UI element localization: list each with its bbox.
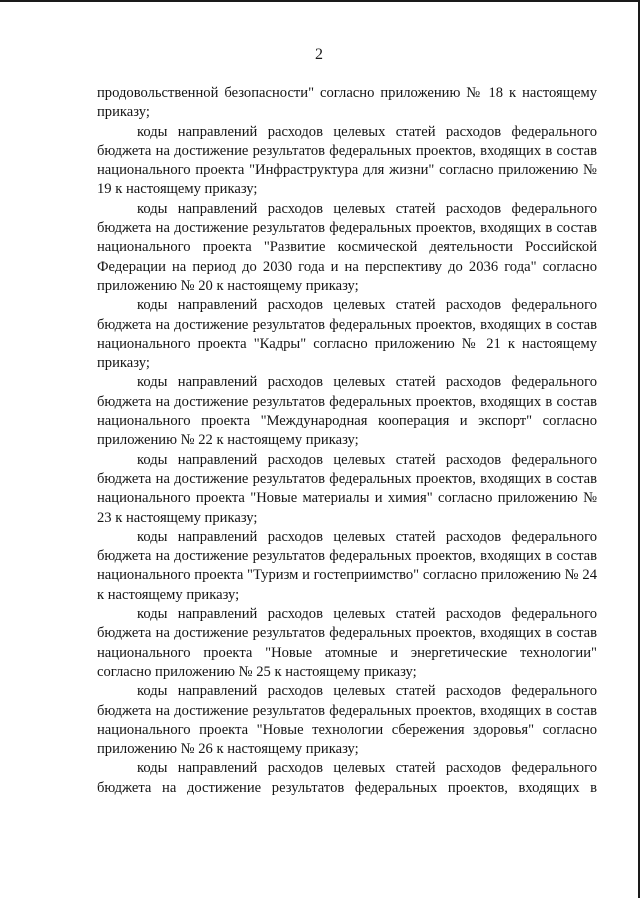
paragraph-appendix-24: коды направлений расходов целевых статей расходов федерального бюджета на достижение результатов федеральных проектов, входящих в состав национального проекта "Туризм и гостеприимство" согласно приложению № 24 к настоящему приказу;: [97, 528, 597, 603]
paragraph-appendix-26: коды направлений расходов целевых статей расходов федерального бюджета на достижение результатов федеральных проектов, входящих в состав национального проекта "Новые технологии сбережения здоровья" согласно приложению № 26 к настоящему приказу;: [97, 683, 597, 758]
paragraph-continuation: продовольственной безопасности" согласно приложению № 18 к настоящему приказу;: [97, 85, 597, 121]
document-body: [97, 84, 597, 798]
paragraph-appendix-23: коды направлений расходов целевых статей расходов федерального бюджета на достижение результатов федеральных проектов, входящих в состав национального проекта "Новые материалы и химия" согласно приложению № 23 к настоящему приказу;: [97, 451, 597, 526]
paragraph-appendix-22: коды направлений расходов целевых статей расходов федерального бюджета на достижение результатов федеральных проектов, входящих в состав национального проекта "Международная кооперация и экспорт" согласно приложению № 22 к настоящему приказу;: [97, 374, 597, 449]
paragraph-appendix-20: коды направлений расходов целевых статей расходов федерального бюджета на достижение результатов федеральных проектов, входящих в состав национального проекта "Развитие космической деятельности Российской Федерации на период до 2030 года и на перспективу до 2036 года" согласно приложению № 20 к настоящему приказу;: [97, 200, 597, 294]
paragraph-appendix-25: коды направлений расходов целевых статей расходов федерального бюджета на достижение результатов федеральных проектов, входящих в состав национального проекта "Новые атомные и энергетические технологии" согласно приложению № 25 к настоящему приказу;: [97, 606, 597, 680]
paragraph-appendix-19: коды направлений расходов целевых статей расходов федерального бюджета на достижение результатов федеральных проектов, входящих в состав национального проекта "Инфраструктура для жизни" согласно приложению № 19 к настоящему приказу;: [97, 123, 597, 198]
paragraph-continued-next-page: коды направлений расходов целевых статей расходов федерального бюджета на достижение результатов федеральных проектов, входящих в: [97, 760, 597, 796]
page-number: 2: [315, 46, 323, 63]
paragraph-appendix-21: коды направлений расходов целевых статей расходов федерального бюджета на достижение результатов федеральных проектов, входящих в состав национального проекта "Кадры" согласно приложению № 21 к настоящему приказу;: [97, 297, 597, 372]
